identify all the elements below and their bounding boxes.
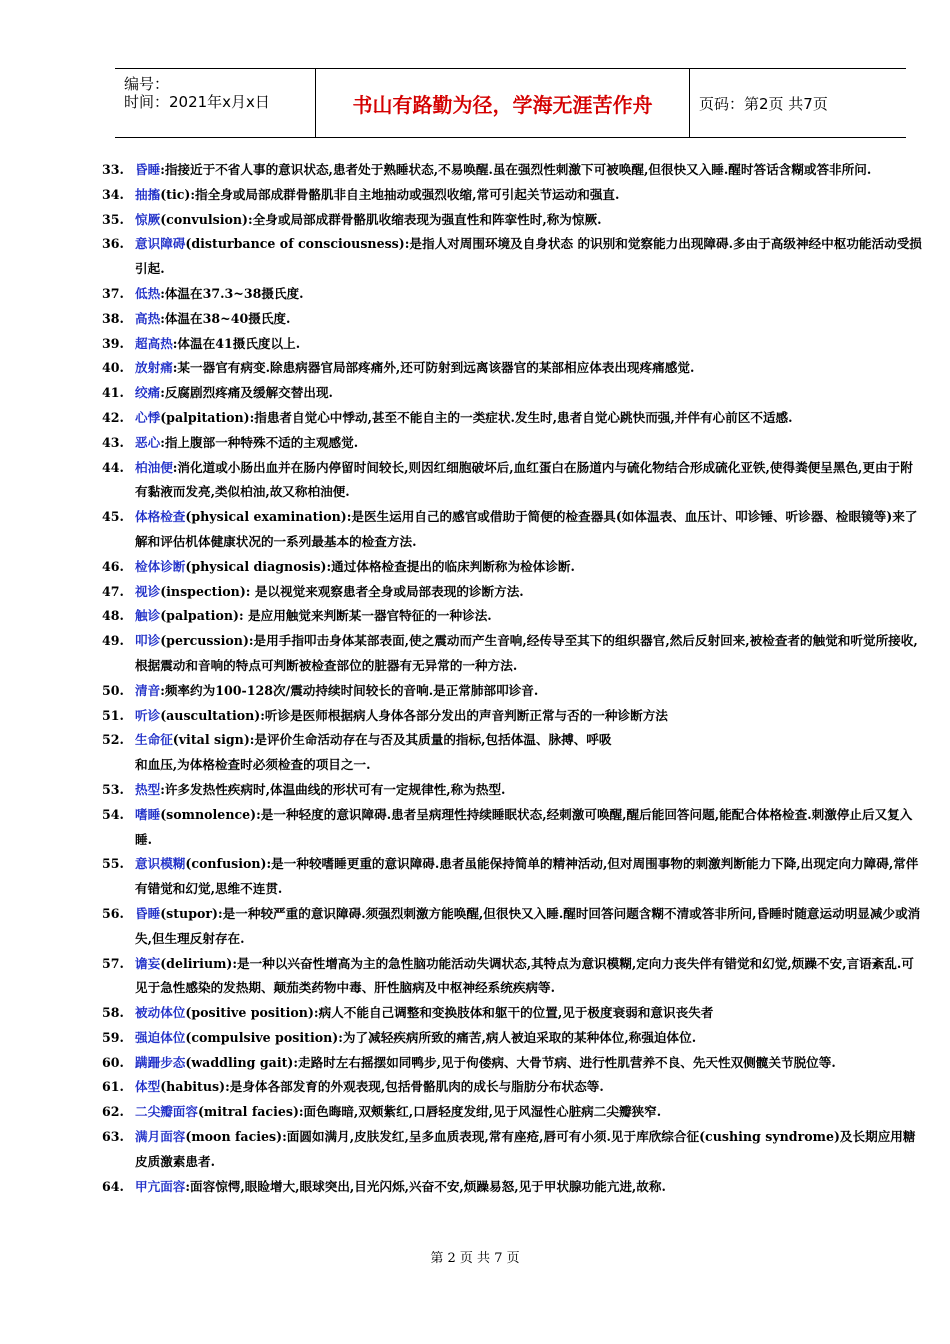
entry-term: 被动体位 <box>135 1005 186 1021</box>
entry-body <box>135 704 923 729</box>
glossary-entry <box>95 332 923 357</box>
entry-definition: :面容惊愕,眼睑增大,眼球突出,目光闪烁,兴奋不安,烦躁易怒,见于甲状腺功能亢进,故称. <box>185 1178 666 1194</box>
entry-definition: :指上腹部一种特殊不适的主观感觉. <box>160 434 359 450</box>
entry-number: 35. <box>102 211 124 227</box>
glossary-entry <box>95 232 923 282</box>
entry-body <box>135 1175 923 1200</box>
page-header <box>115 68 906 138</box>
entry-definition: (palpation): 是应用触觉来判断某一器官特征的一种诊法. <box>160 608 492 624</box>
entry-term: 检体诊断 <box>135 558 186 574</box>
entry-definition: (auscultation):听诊是医师根据病人身体各部分发出的声音判断正常与否的一种诊断方法 <box>160 707 668 723</box>
entry-definition: (positive position):病人不能自己调整和变换肢体和躯干的位置,见于极度衰弱和意识丧失者 <box>185 1005 714 1021</box>
entry-number: 54. <box>102 806 124 822</box>
entry-definition: :消化道或小肠出血并在肠内停留时间较长,则因红细胞破坏后,血红蛋白在肠道内与硫化物结合形成硫化亚铁,使得粪便呈黑色,更由于附有黏液而发亮,类似柏油,故又称柏油便. <box>135 459 913 500</box>
code-label: 编号： <box>124 75 170 93</box>
entry-body <box>135 307 923 332</box>
entry-definition: :某一器官有病变.除患病器官局部疼痛外,还可防射到远离该器官的某部相应体表出现疼痛感觉. <box>172 360 695 376</box>
entry-term: 蹒跚步态 <box>135 1054 186 1070</box>
entry-definition: (confusion):是一种较嗜睡更重的意识障碍.患者虽能保持简单的精神活动,但对周围事物的刺激判断能力下降,出现定向力障碍,常伴有错觉和幻觉,思维不连贯. <box>135 856 919 897</box>
entry-term: 二尖瓣面容 <box>135 1104 198 1120</box>
entry-number: 47. <box>102 583 124 599</box>
page-footer: 第 2 页 共 7 页 <box>430 1251 520 1266</box>
entry-body <box>135 356 923 381</box>
glossary-entry <box>95 208 923 233</box>
entry-number: 59. <box>102 1029 124 1045</box>
header-page-label: 页码：第2页 共7页 <box>699 94 828 113</box>
entry-number: 42. <box>102 409 124 425</box>
entry-term: 绞痛 <box>135 385 161 401</box>
glossary-entry <box>95 1100 923 1125</box>
entry-number: 58. <box>102 1005 124 1021</box>
entry-definition: :体温在41摄氏度以上. <box>172 335 301 351</box>
glossary-entry <box>95 356 923 381</box>
entry-definition: (physical examination):是医生运用自己的感官或借助于简便的检查器具(如体温表、血压计、叩诊锤、听诊器、检眼镜等)来了解和评估机体健康状况的一系列最基本的检查方法. <box>135 509 918 549</box>
entry-term: 热型 <box>135 781 161 797</box>
entry-number: 36. <box>102 236 124 252</box>
entry-body <box>135 1100 923 1125</box>
entry-number: 37. <box>102 285 124 301</box>
entry-definition: :体温在37.3~38摄氏度. <box>160 285 304 301</box>
entry-body <box>135 1026 923 1051</box>
entry-term: 放射痛 <box>135 360 173 376</box>
entry-body <box>135 158 923 183</box>
entry-number: 48. <box>102 608 124 624</box>
entry-term: 惊厥 <box>135 211 161 227</box>
entry-number: 49. <box>102 633 124 649</box>
glossary-entry <box>95 728 923 778</box>
entry-number: 43. <box>102 434 124 450</box>
entry-definition: (compulsive position):为了减轻疾病所致的痛苦,病人被迫采取的某种体位,称强迫体位. <box>185 1029 697 1045</box>
entry-number: 38. <box>102 310 124 326</box>
glossary-entry <box>95 158 923 183</box>
glossary-entry <box>95 704 923 729</box>
entry-definition: (percussion):是用手指叩击身体某部表面,使之震动而产生音响,经传导至其下的组织器官,然后反射回来,被检查者的触觉和听觉所接收,根据震动和音响的特点可判断被检查部位的脏器有无异常的一种方法. <box>135 633 918 673</box>
entry-body <box>135 381 923 406</box>
entry-definition: (palpitation):指患者自觉心中悸动,甚至不能自主的一类症状.发生时,患者自觉心跳快而强,并伴有心前区不适感. <box>160 409 793 425</box>
entry-definition: (habitus):是身体各部发育的外观表现,包括骨骼肌肉的成长与脂肪分布状态等. <box>160 1079 604 1095</box>
entry-term: 甲亢面容 <box>135 1178 186 1194</box>
entry-definition: (vital sign):是评价生命活动存在与否及其质量的指标,包括体温、脉搏、呼吸 <box>172 732 612 748</box>
entry-definition: (tic):指全身或局部成群骨骼肌非自主地抽动或强烈收缩,常可引起关节运动和强直. <box>160 186 620 202</box>
entry-body <box>135 604 923 629</box>
entry-term: 视诊 <box>135 583 161 599</box>
entry-term: 体格检查 <box>135 509 186 525</box>
entry-term: 意识障碍 <box>135 236 186 252</box>
glossary-entry <box>95 1125 923 1175</box>
entry-definition: (convulsion):全身或局部成群骨骼肌收缩表现为强直性和阵挛性时,称为惊厥. <box>160 211 602 227</box>
entry-number: 39. <box>102 335 124 351</box>
entry-definition: (stupor):是一种较严重的意识障碍.须强烈刺激方能唤醒,但很快又入睡.醒时回答问题含糊不清或答非所问,昏睡时随意运动明显减少或消失,但生理反射存在. <box>135 905 921 946</box>
entry-term: 昏睡 <box>135 905 161 921</box>
entry-definition: :反腐剧烈疼痛及缓解交替出现. <box>160 385 333 401</box>
glossary-entry <box>95 679 923 704</box>
entry-definition: (disturbance of consciousness):是指人对周围环境及自身状态 的识别和觉察能力出现障碍.多由于高级神经中枢功能活动受损引起. <box>135 236 922 277</box>
entry-term: 低热 <box>135 285 161 301</box>
glossary-list <box>95 158 923 1199</box>
entry-term: 叩诊 <box>135 633 161 649</box>
glossary-entry <box>95 282 923 307</box>
glossary-entry <box>95 1051 923 1076</box>
entry-definition: (waddling gait):走路时左右摇摆如同鸭步,见于佝偻病、大骨节病、进行性肌营养不良、先天性双侧髋关节脱位等. <box>185 1054 836 1070</box>
entry-body <box>135 778 923 803</box>
entry-number: 41. <box>102 385 124 401</box>
entry-term: 触诊 <box>135 608 161 624</box>
glossary-entry <box>95 456 923 506</box>
entry-number: 46. <box>102 558 124 574</box>
glossary-entry <box>95 803 923 853</box>
entry-body <box>135 1051 923 1076</box>
header-meta <box>115 69 316 137</box>
glossary-entry <box>95 1001 923 1026</box>
entry-term: 谵妄 <box>135 955 161 971</box>
entry-term: 意识模糊 <box>135 856 186 872</box>
time-label: 时间：2021年x月x日 <box>124 93 270 111</box>
entry-body <box>135 580 923 605</box>
entry-term: 恶心 <box>135 434 161 450</box>
entry-definition: :指接近于不省人事的意识状态,患者处于熟睡状态,不易唤醒.虽在强烈性刺激下可被唤醒,但很快又入睡.醒时答话含糊或答非所问. <box>160 162 872 177</box>
entry-term: 心悸 <box>135 409 161 425</box>
entry-body <box>135 852 923 902</box>
entry-number: 62. <box>102 1104 124 1120</box>
entry-number: 45. <box>102 509 124 525</box>
entry-definition: :许多发热性疾病时,体温曲线的形状可有一定规律性,称为热型. <box>160 781 506 797</box>
entry-term: 昏睡 <box>135 162 161 177</box>
entry-body <box>135 803 923 853</box>
glossary-entry <box>95 1075 923 1100</box>
entry-term: 满月面容 <box>135 1129 186 1145</box>
entry-definition: (delirium):是一种以兴奋性增高为主的急性脑功能活动失调状态,其特点为意识模糊,定向力丧失伴有错觉和幻觉,烦躁不安,言语紊乱.可见于急性感染的发热期、颠茄类药物中毒、肝性脑病及中枢神经系统疾病等. <box>135 955 914 996</box>
glossary-entry <box>95 778 923 803</box>
glossary-entry <box>95 952 923 1002</box>
entry-number: 63. <box>102 1129 124 1145</box>
entry-definition: (physical diagnosis):通过体格检查提出的临床判断称为检体诊断. <box>185 558 575 574</box>
glossary-entry <box>95 852 923 902</box>
entry-body <box>135 208 923 233</box>
header-motto: 书山有路勤为径，学海无涯苦作舟 <box>316 69 690 137</box>
glossary-entry <box>95 431 923 456</box>
entry-number: 34. <box>102 186 124 202</box>
entry-body <box>135 555 923 580</box>
glossary-entry <box>95 555 923 580</box>
entry-body <box>135 1125 923 1175</box>
entry-term: 体型 <box>135 1079 161 1095</box>
entry-term: 清音 <box>135 682 161 698</box>
entry-body <box>135 456 923 506</box>
glossary-entry <box>95 902 923 952</box>
glossary-entry <box>95 381 923 406</box>
entry-body <box>135 902 923 952</box>
entry-term: 抽搐 <box>135 186 161 202</box>
entry-body <box>135 332 923 357</box>
entry-body <box>135 952 923 1002</box>
entry-body <box>135 282 923 307</box>
entry-number: 52. <box>102 732 124 748</box>
entry-definition: (somnolence):是一种轻度的意识障碍.患者呈病理性持续睡眠状态,经刺激可唤醒,醒后能回答问题,能配合体格检查.刺激停止后又复入睡. <box>135 806 913 847</box>
entry-definition: (moon facies):面圆如满月,皮肤发红,呈多血质表现,常有座疮,唇可有小须.见于库欣综合征(cushing syndrome)及长期应用糖皮质激素患者. <box>135 1129 916 1169</box>
glossary-entry <box>95 307 923 332</box>
entry-number: 33. <box>102 162 124 177</box>
glossary-entry <box>95 406 923 431</box>
entry-number: 50. <box>102 682 124 698</box>
entry-definition: :频率约为100-128次/震动持续时间较长的音响.是正常肺部叩诊音. <box>160 682 539 698</box>
glossary-entry <box>95 580 923 605</box>
glossary-entry <box>95 183 923 208</box>
glossary-entry <box>95 604 923 629</box>
glossary-entry <box>95 629 923 679</box>
entry-number: 44. <box>102 459 124 475</box>
entry-number: 53. <box>102 781 124 797</box>
entry-number: 55. <box>102 856 124 872</box>
entry-term: 高热 <box>135 310 161 326</box>
entry-number: 60. <box>102 1054 124 1070</box>
entry-number: 57. <box>102 955 124 971</box>
entry-term: 生命征 <box>135 732 173 748</box>
entry-body <box>135 183 923 208</box>
entry-term: 嗜睡 <box>135 806 161 822</box>
entry-term: 超高热 <box>135 335 173 351</box>
entry-definition: :体温在38~40摄氏度. <box>160 310 291 326</box>
entry-definition: (mitral facies):面色晦暗,双颊紫红,口唇轻度发绀,见于风湿性心脏病二尖瓣狭窄. <box>197 1104 662 1120</box>
entry-body <box>135 1075 923 1100</box>
entry-body <box>135 1001 923 1026</box>
entry-number: 64. <box>102 1178 124 1194</box>
glossary-entry <box>95 1175 923 1200</box>
glossary-entry <box>95 505 923 555</box>
entry-body <box>135 629 923 679</box>
entry-body <box>135 431 923 456</box>
entry-number: 56. <box>102 905 124 921</box>
glossary-entry <box>95 1026 923 1051</box>
entry-body <box>135 232 923 282</box>
entry-number: 40. <box>102 360 124 376</box>
entry-term: 强迫体位 <box>135 1029 186 1045</box>
entry-term: 柏油便 <box>135 459 173 475</box>
entry-number: 61. <box>102 1079 124 1095</box>
entry-body <box>135 505 923 555</box>
entry-definition-continued: 和血压,为体格检查时必须检查的项目之一. <box>135 757 371 773</box>
entry-definition: (inspection): 是以视觉来观察患者全身或局部表现的诊断方法. <box>160 583 524 599</box>
entry-body <box>135 728 923 778</box>
entry-body <box>135 679 923 704</box>
entry-term: 听诊 <box>135 707 161 723</box>
entry-body <box>135 406 923 431</box>
entry-number: 51. <box>102 707 124 723</box>
